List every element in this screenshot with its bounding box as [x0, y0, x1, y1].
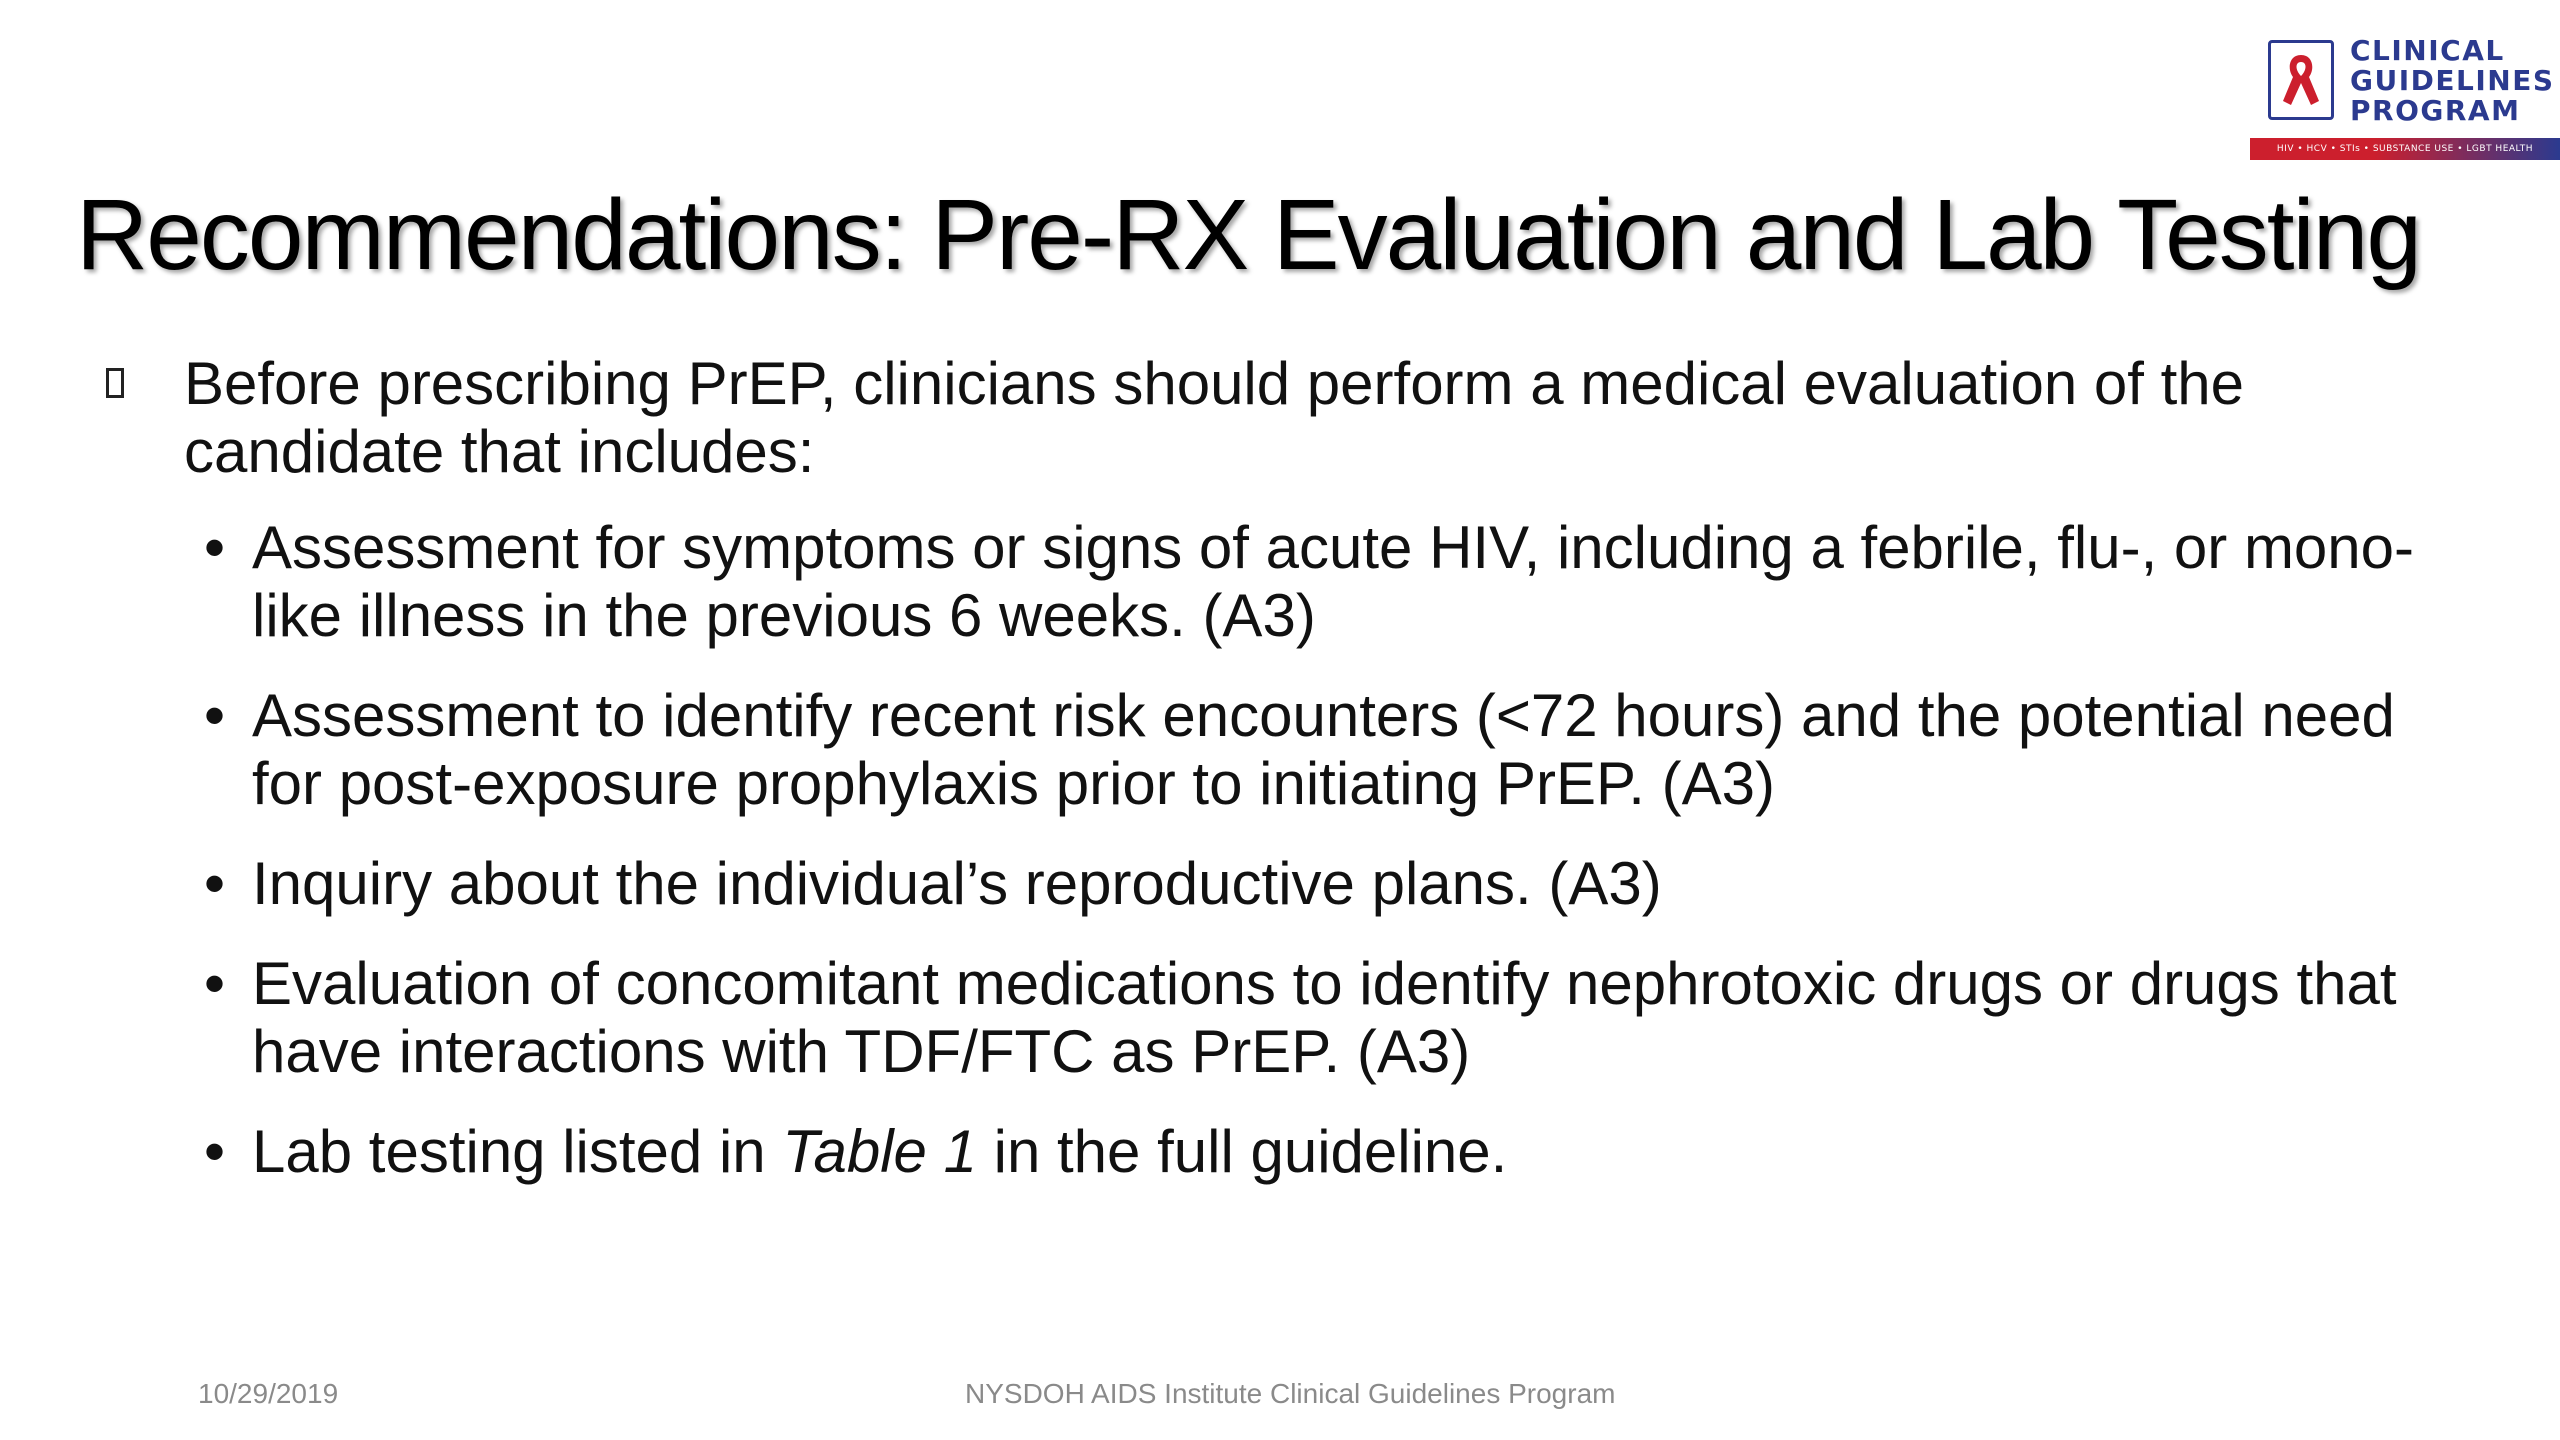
- last-item-before: Lab testing listed in: [252, 1118, 783, 1185]
- list-item: [100, 950, 2450, 1086]
- logo-tagline-strip: HIV • HCV • STIs • SUBSTANCE USE • LGBT HEALTH: [2250, 138, 2560, 160]
- bullet-icon: •: [204, 850, 226, 917]
- intro-bullet: [100, 350, 2450, 486]
- list-item-text: Inquiry about the individual’s reproductive plans. (A3): [252, 850, 1662, 917]
- list-item: [100, 514, 2450, 650]
- logo-line-2: GUIDELINES: [2350, 64, 2555, 97]
- list-item-text: Evaluation of concomitant medications to identify nephrotoxic drugs or drugs that have interactions with TDF/FTC as PrEP. (A3): [252, 950, 2397, 1085]
- intro-text: Before prescribing PrEP, clinicians should perform a medical evaluation of the candidate that includes:: [184, 350, 2244, 485]
- list-item-text: Assessment for symptoms or signs of acute HIV, including a febrile, flu-, or mono-like illness in the previous 6 weeks. (A3): [252, 514, 2415, 649]
- bullet-icon: •: [204, 514, 226, 581]
- logo-wordmark: [2350, 36, 2555, 126]
- footer-program-name: NYSDOH AIDS Institute Clinical Guidelines Program: [965, 1378, 1616, 1409]
- bullet-icon: •: [204, 682, 226, 749]
- red-ribbon-icon: [2279, 51, 2323, 111]
- square-bullet-icon: [106, 368, 124, 398]
- bullet-icon: •: [204, 950, 226, 1017]
- list-item-last: [100, 1118, 2450, 1186]
- slide-body: [100, 350, 2450, 1218]
- footer-date: 10/29/2019: [198, 1378, 339, 1409]
- table-reference: Table 1: [782, 1118, 977, 1185]
- last-item-after: in the full guideline.: [976, 1118, 1508, 1185]
- bullet-icon: •: [204, 1118, 226, 1185]
- list-item-text: Assessment to identify recent risk encounters (<72 hours) and the potential need for post-exposure prophylaxis prior to initiating PrEP. (A3): [252, 682, 2395, 817]
- clinical-guidelines-logo: [2250, 36, 2560, 162]
- logo-line-3: PROGRAM: [2350, 94, 2521, 127]
- list-item: [100, 682, 2450, 818]
- slide-title: Recommendations: Pre-RX Evaluation and Lab Testing: [76, 179, 2420, 291]
- logo-emblem: [2268, 40, 2334, 120]
- list-item: [100, 850, 2450, 918]
- logo-line-1: CLINICAL: [2350, 34, 2505, 67]
